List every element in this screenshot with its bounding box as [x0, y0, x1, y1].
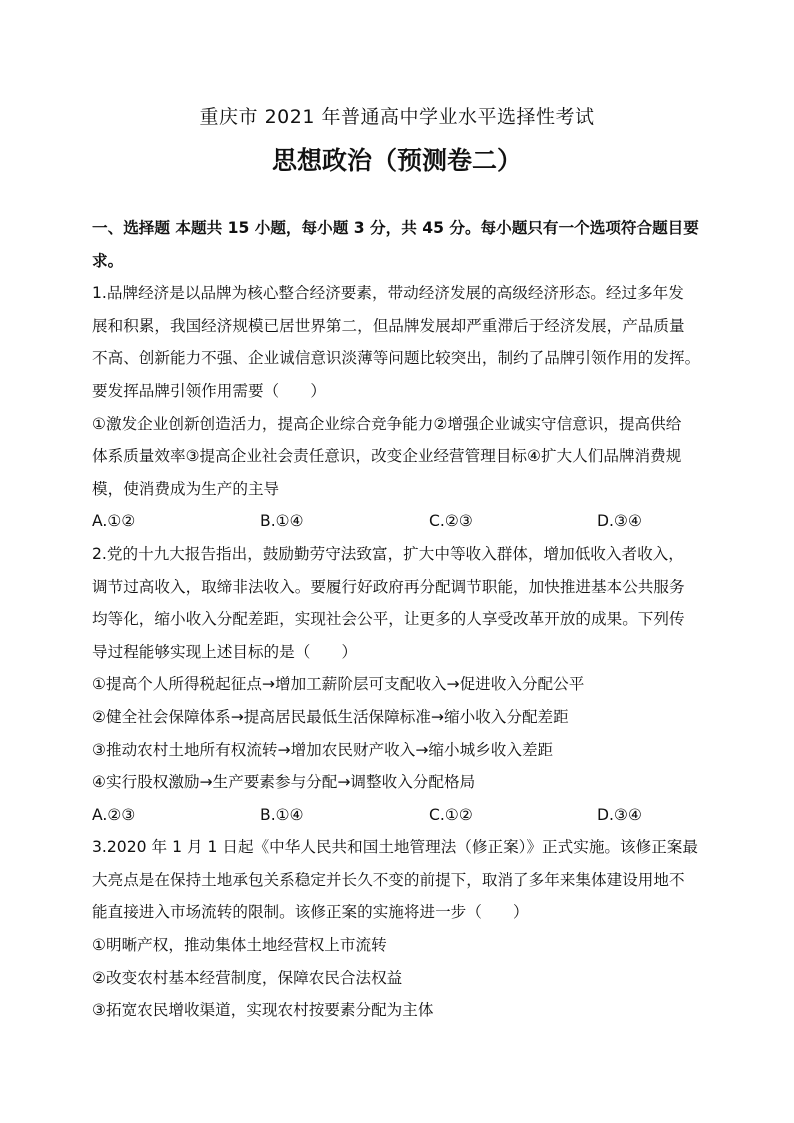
q2-options	[92, 799, 712, 832]
q3-stem-line: 能直接进入市场流转的限制。该修正案的实施将进一步（ ）	[92, 903, 529, 922]
q1-option-a: A.①②	[92, 512, 136, 531]
q1-options	[92, 505, 712, 538]
q2-statement-line: ③推动农村土地所有权流转→增加农民财产收入→缩小城乡收入差距	[92, 740, 554, 759]
exam-title: 重庆市 2021 年普通高中学业水平选择性考试	[199, 106, 595, 128]
section-heading-line: 一、选择题 本题共 15 小题，每小题 3 分，共 45 分。每小题只有一个选项符合题目要	[92, 219, 699, 237]
q1-statement-line: 体系质量效率③提高企业社会责任意识，改变企业经营管理目标④扩大人们品牌消费规	[92, 447, 682, 466]
q3-statement-line: ①明晰产权，推动集体土地经营权上市流转	[92, 936, 387, 955]
exam-subtitle: 思想政治（预测卷二）	[271, 146, 522, 175]
q3-stem-line: 大亮点是在保持土地承包关系稳定并长久不变的前提下，取消了多年来集体建设用地不	[92, 870, 685, 889]
q1-option-d: D.③④	[597, 512, 642, 531]
q1-stem-line: 不高、创新能力不强、企业诚信意识淡薄等问题比较突出，制约了品牌引领作用的发挥。	[92, 349, 701, 368]
q1-stem-line: 要发挥品牌引领作用需要（ ）	[92, 381, 326, 400]
q2-stem-line: 调节过高收入，取缔非法收入。要履行好政府再分配调节职能，加快推进基本公共服务	[92, 577, 685, 596]
q1-stem-line: 展和积累，我国经济规模已居世界第二，但品牌发展却严重滞后于经济发展，产品质量	[92, 316, 685, 335]
q2-option-b: B.①④	[260, 805, 304, 824]
q1-statement-line: ①激发企业创新创造活力，提高企业综合竞争能力②增强企业诚实守信意识，提高供给	[92, 414, 682, 433]
q1-option-b: B.①④	[260, 512, 304, 531]
q3-stem-line: 3.2020 年 1 月 1 日起《中华人民共和国土地管理法（修正案）》正式实施。该修正案最	[92, 838, 698, 857]
q2-statement-line: ①提高个人所得税起征点→增加工薪阶层可支配收入→促进收入分配公平	[92, 675, 585, 694]
q2-option-c: C.①②	[429, 805, 473, 824]
q2-option-d: D.③④	[597, 805, 642, 824]
q1-option-c: C.②③	[429, 512, 473, 531]
q1-statement-line: 模，使消费成为生产的主导	[92, 479, 280, 498]
exam-content	[92, 212, 712, 1027]
q1-stem-line: 1.品牌经济是以品牌为核心整合经济要素，带动经济发展的高级经济形态。经过多年发	[92, 284, 684, 303]
q2-option-a: A.②③	[92, 805, 136, 824]
q3-statement-line: ③拓宽农民增收渠道，实现农村按要素分配为主体	[92, 1001, 434, 1020]
q2-statement-line: ④实行股权激励→生产要素参与分配→调整收入分配格局	[92, 773, 476, 792]
section-heading-line: 求。	[92, 251, 124, 270]
q2-statement-line: ②健全社会保障体系→提高居民最低生活保障标准→缩小收入分配差距	[92, 707, 569, 726]
q3-statement-line: ②改变农村基本经营制度，保障农民合法权益	[92, 968, 403, 987]
q2-stem-line: 2.党的十九大报告指出，鼓励勤劳守法致富，扩大中等收入群体，增加低收入者收入，	[92, 544, 684, 563]
q2-stem-line: 均等化，缩小收入分配差距，实现社会公平，让更多的人享受改革开放的成果。下列传	[92, 610, 685, 629]
q2-stem-line: 导过程能够实现上述目标的是（ ）	[92, 642, 358, 661]
